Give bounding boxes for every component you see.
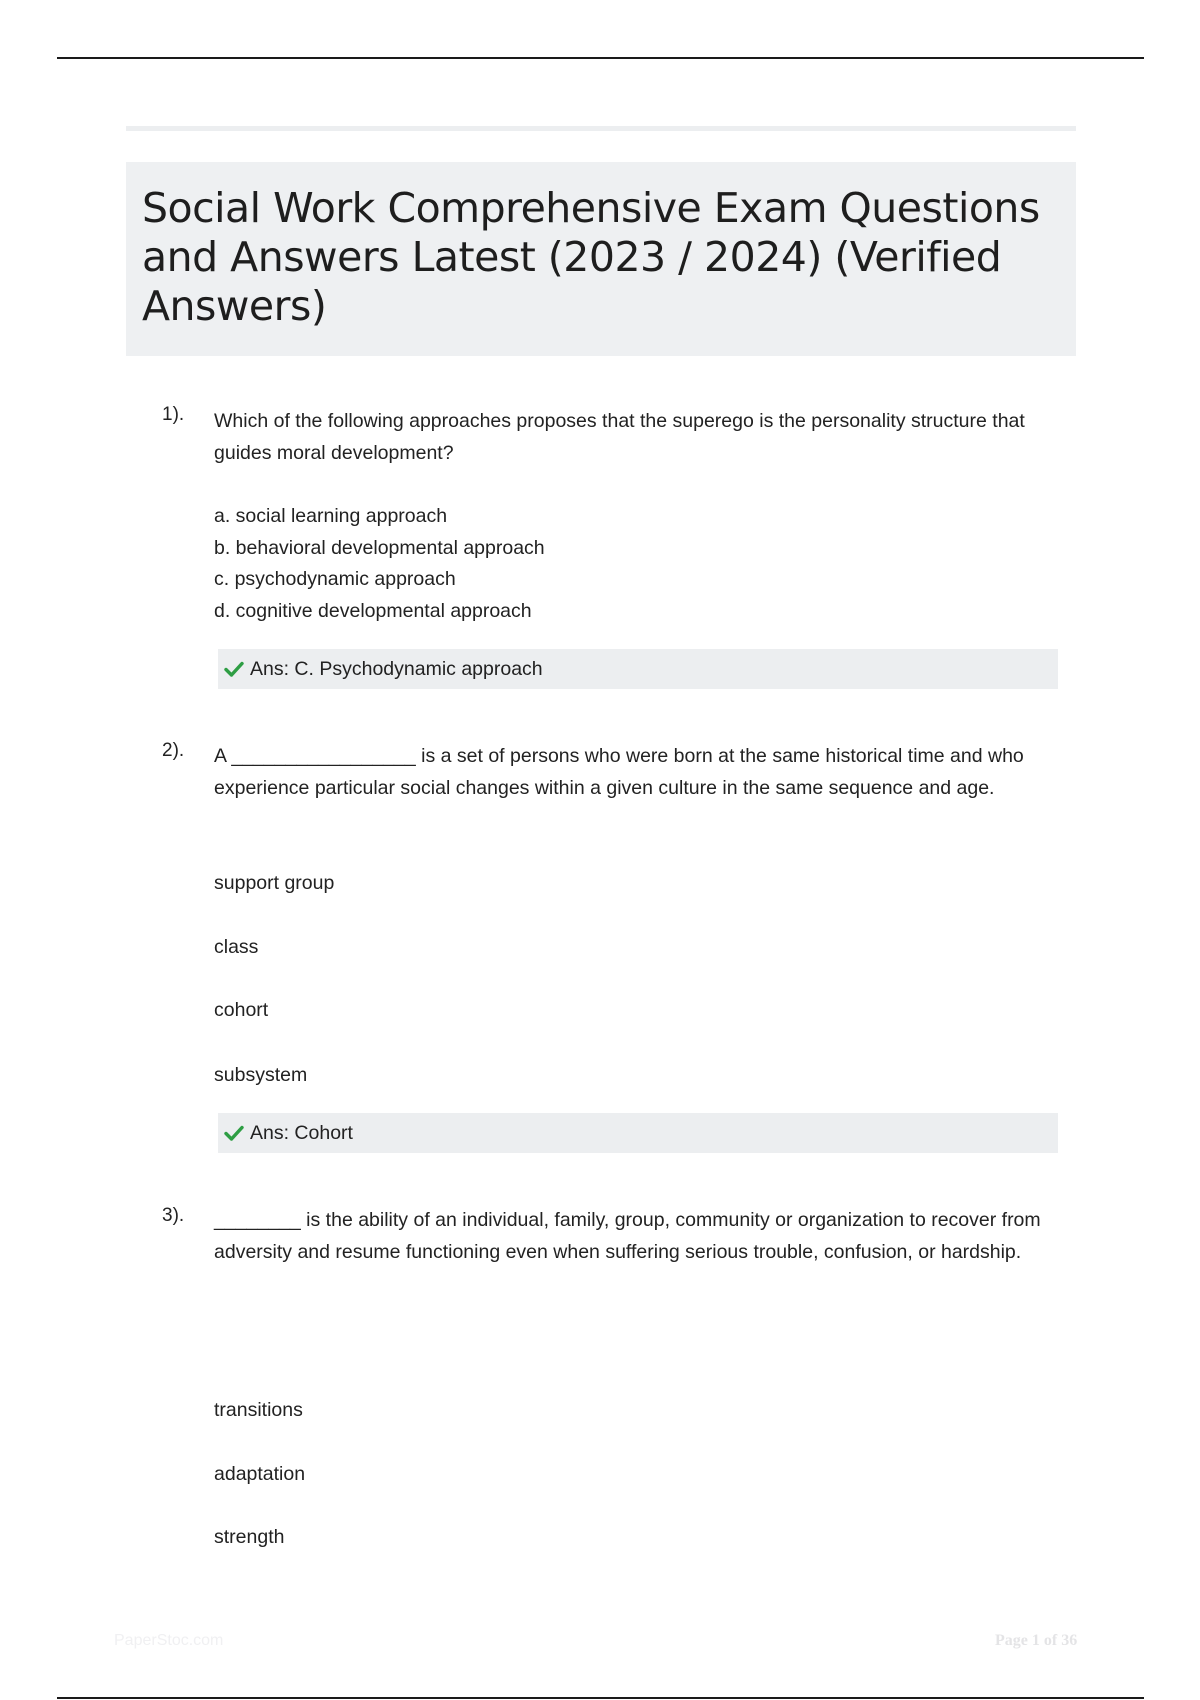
document-title: Social Work Comprehensive Exam Questions and Answers Latest (2023 / 2024) (Verified Answers)	[142, 184, 1040, 330]
option: class	[214, 936, 259, 958]
top-rule	[57, 57, 1144, 59]
question-number: 3).	[162, 1205, 185, 1226]
page-number: Page 1 of 36	[995, 1632, 1078, 1649]
answer-text: Ans: C. Psychodynamic approach	[250, 657, 543, 680]
question-text: A _________________ is a set of persons who were born at the same historical time and who experience particular social changes within a given culture in the same sequence and age.	[214, 745, 1024, 799]
bottom-rule	[57, 1697, 1144, 1699]
option: subsystem	[214, 1064, 308, 1086]
option: adaptation	[214, 1463, 306, 1485]
watermark-text: PaperStoc.com	[114, 1632, 224, 1649]
question-text: Which of the following approaches proposes that the superego is the personality structure that guides moral development?	[214, 410, 1025, 464]
check-icon	[224, 1125, 244, 1141]
answer-box	[218, 1113, 1058, 1153]
question-text: ________ is the ability of an individual, family, group, community or organization to recover from adversity and resume functioning even when suffering serious trouble, confusion, or hardship.	[214, 1209, 1041, 1263]
option: c. psychodynamic approach	[214, 568, 456, 590]
check-icon	[224, 661, 244, 677]
option: b. behavioral developmental approach	[214, 537, 545, 559]
option: cohort	[214, 999, 269, 1021]
answer-box	[218, 649, 1058, 689]
option: transitions	[214, 1399, 303, 1421]
header-divider	[126, 126, 1076, 131]
answer-text: Ans: Cohort	[250, 1121, 353, 1144]
option: a. social learning approach	[214, 505, 448, 527]
option: strength	[214, 1526, 285, 1548]
title-box	[126, 162, 1076, 356]
question-number: 2).	[162, 740, 185, 761]
option: d. cognitive developmental approach	[214, 600, 532, 622]
question-number: 1).	[162, 404, 185, 425]
option: support group	[214, 872, 335, 894]
